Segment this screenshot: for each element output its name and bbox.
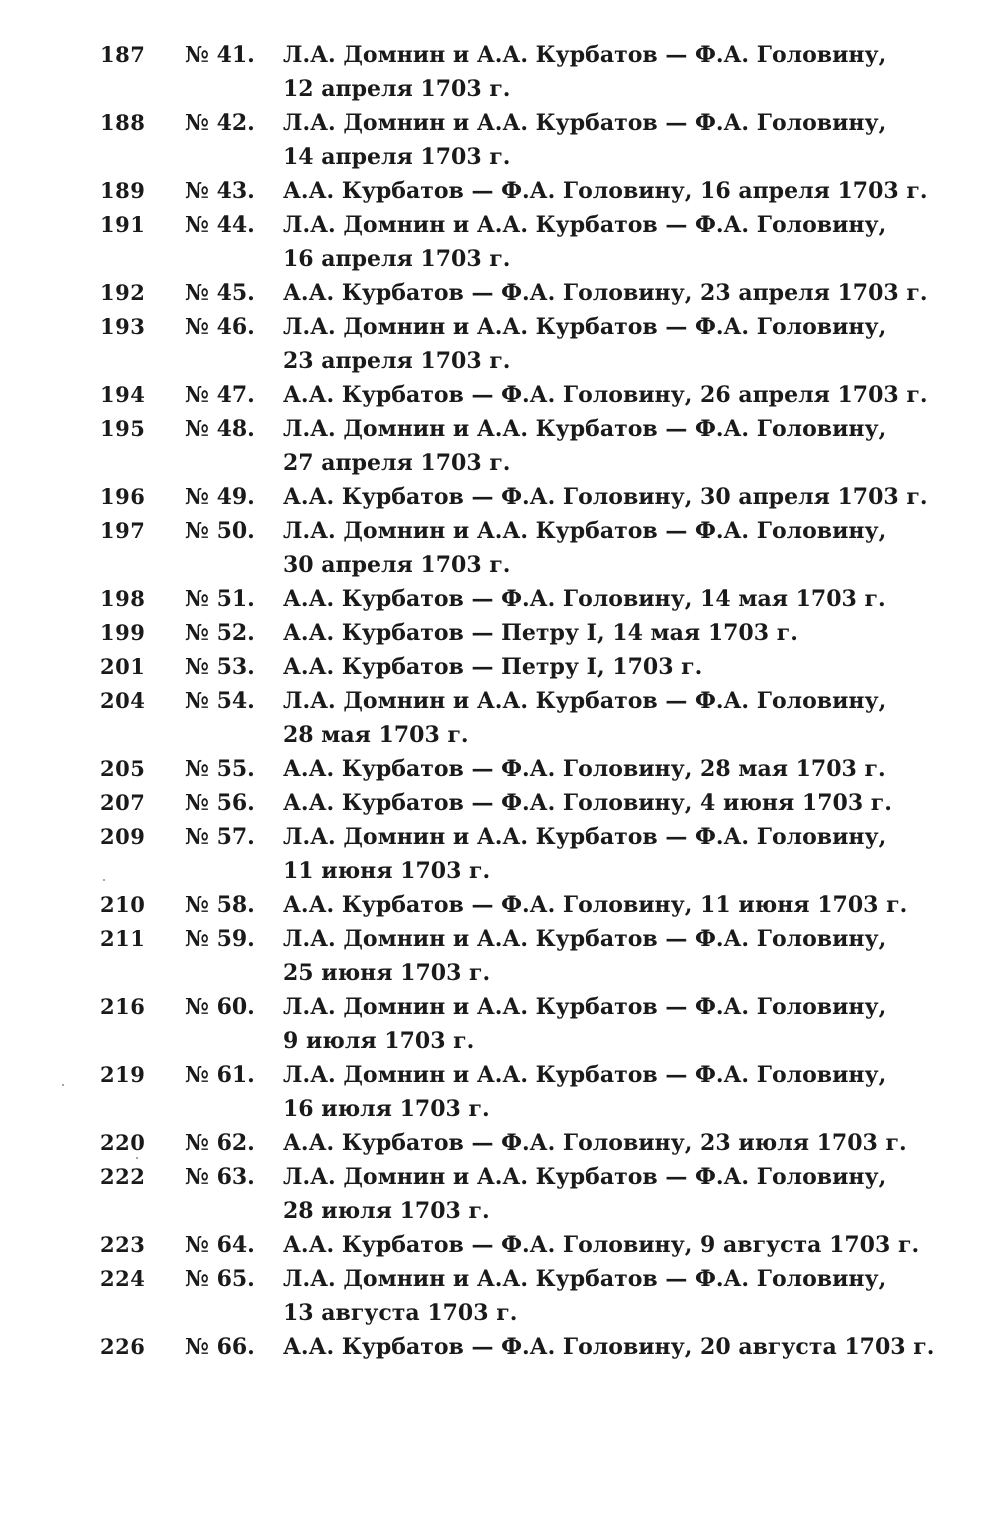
entry-title-line: 11 июня 1703 г. [283,858,491,884]
entry-title-line: А.А. Курбатов — Петру I, 1703 г. [283,654,703,680]
entry-title-line: А.А. Курбатов — Ф.А. Головину, 23 июля 1703 г. [283,1130,907,1156]
list-item [0,922,1000,990]
entry-title-line: А.А. Курбатов — Ф.А. Головину, 11 июня 1703 г. [283,892,908,918]
entry-title [283,684,887,752]
page-number: 192 [100,280,146,305]
entry-title [283,820,887,888]
page-number: 220 [100,1130,146,1155]
list-item [0,684,1000,752]
entry-title [283,310,887,378]
entry-title-line: Л.А. Домнин и А.А. Курбатов — Ф.А. Головину, [283,926,887,952]
entry-title [283,1262,887,1330]
entry-title-line: А.А. Курбатов — Ф.А. Головину, 26 апреля 1703 г. [283,382,928,408]
document-number: № 44. [185,212,255,238]
list-item [0,378,1000,412]
page-number: 219 [100,1062,146,1087]
document-number: № 51. [185,586,255,612]
entry-title [283,582,886,616]
entry-title [283,106,887,174]
document-number: № 62. [185,1130,255,1156]
list-item [0,1330,1000,1364]
entry-title [283,480,928,514]
print-speck [103,879,105,881]
entry-title [283,1160,887,1228]
entry-title-line: Л.А. Домнин и А.А. Курбатов — Ф.А. Головину, [283,688,887,714]
list-item [0,820,1000,888]
document-number: № 53. [185,654,255,680]
entry-title-line: Л.А. Домнин и А.А. Курбатов — Ф.А. Головину, [283,518,887,544]
entry-title [283,1058,887,1126]
page-number: 224 [100,1266,146,1291]
entry-title-line: А.А. Курбатов — Ф.А. Головину, 28 мая 1703 г. [283,756,886,782]
print-speck [136,1157,138,1159]
page-number: 211 [100,926,146,951]
document-number: № 48. [185,416,255,442]
document-number: № 52. [185,620,255,646]
entry-title-line: А.А. Курбатов — Ф.А. Головину, 23 апреля 1703 г. [283,280,928,306]
entry-title-line: 28 мая 1703 г. [283,722,469,748]
entry-title-line: А.А. Курбатов — Ф.А. Головину, 9 августа 1703 г. [283,1232,920,1258]
page-number: 199 [100,620,146,645]
document-number: № 54. [185,688,255,714]
entry-title-line: Л.А. Домнин и А.А. Курбатов — Ф.А. Головину, [283,994,887,1020]
entry-title [283,990,887,1058]
page-number: 222 [100,1164,146,1189]
list-item [0,990,1000,1058]
page-number: 210 [100,892,146,917]
entry-title-line: А.А. Курбатов — Петру I, 14 мая 1703 г. [283,620,798,646]
page-number: 193 [100,314,146,339]
page-number: 195 [100,416,146,441]
entry-title-line: Л.А. Домнин и А.А. Курбатов — Ф.А. Головину, [283,314,887,340]
entry-title [283,412,887,480]
entry-title [283,174,928,208]
entry-title-line: Л.А. Домнин и А.А. Курбатов — Ф.А. Головину, [283,1062,887,1088]
page-number: 201 [100,654,146,679]
list-item [0,276,1000,310]
document-number: № 65. [185,1266,255,1292]
document-number: № 57. [185,824,255,850]
entry-title-line: А.А. Курбатов — Ф.А. Головину, 14 мая 1703 г. [283,586,886,612]
document-number: № 43. [185,178,255,204]
document-number: № 41. [185,42,255,68]
entry-title-line: Л.А. Домнин и А.А. Курбатов — Ф.А. Головину, [283,1266,887,1292]
page-number: 196 [100,484,146,509]
entry-title-line: Л.А. Домнин и А.А. Курбатов — Ф.А. Головину, [283,1164,887,1190]
list-item [0,650,1000,684]
entry-title-line: Л.А. Домнин и А.А. Курбатов — Ф.А. Головину, [283,212,887,238]
entry-title-line: Л.А. Домнин и А.А. Курбатов — Ф.А. Головину, [283,416,887,442]
entry-title [283,514,887,582]
entry-title-line: Л.А. Домнин и А.А. Курбатов — Ф.А. Головину, [283,42,887,68]
list-item [0,888,1000,922]
entry-title [283,276,928,310]
entry-title-line: 27 апреля 1703 г. [283,450,511,476]
entry-title [283,616,883,650]
page-number: 188 [100,110,146,135]
entry-title-line: 30 апреля 1703 г. [283,552,511,578]
page-number: 226 [100,1334,146,1359]
list-item [0,412,1000,480]
list-item [0,38,1000,106]
entry-title [283,786,892,820]
page-number: 187 [100,42,146,67]
entry-title [283,650,883,684]
document-number: № 55. [185,756,255,782]
entry-title [283,1126,907,1160]
document-number: № 56. [185,790,255,816]
page-number: 197 [100,518,146,543]
list-item [0,480,1000,514]
entry-title-line: 16 апреля 1703 г. [283,246,511,272]
table-of-contents [0,38,1000,1364]
entry-title-line: 23 апреля 1703 г. [283,348,511,374]
entry-title [283,888,908,922]
list-item [0,310,1000,378]
entry-title-line: 14 апреля 1703 г. [283,144,511,170]
document-number: № 42. [185,110,255,136]
document-number: № 66. [185,1334,255,1360]
print-speck [62,1084,64,1086]
page-number: 207 [100,790,146,815]
page-number: 205 [100,756,146,781]
entry-title-line: 12 апреля 1703 г. [283,76,511,102]
entry-title [283,208,887,276]
page-number: 189 [100,178,146,203]
entry-title [283,752,886,786]
entry-title-line: 13 августа 1703 г. [283,1300,518,1326]
entry-title-line: 28 июля 1703 г. [283,1198,490,1224]
document-number: № 63. [185,1164,255,1190]
list-item [0,1228,1000,1262]
entry-title [283,1330,935,1364]
page-number: 191 [100,212,146,237]
list-item [0,106,1000,174]
document-number: № 49. [185,484,255,510]
document-number: № 64. [185,1232,255,1258]
list-item [0,752,1000,786]
page-number: 223 [100,1232,146,1257]
page-number: 204 [100,688,146,713]
document-number: № 61. [185,1062,255,1088]
list-item [0,582,1000,616]
document-number: № 45. [185,280,255,306]
entry-title-line: А.А. Курбатов — Ф.А. Головину, 4 июня 1703 г. [283,790,892,816]
page-number: 209 [100,824,146,849]
entry-title [283,922,887,990]
list-item [0,208,1000,276]
document-number: № 60. [185,994,255,1020]
list-item [0,174,1000,208]
list-item [0,616,1000,650]
entry-title-line: Л.А. Домнин и А.А. Курбатов — Ф.А. Головину, [283,824,887,850]
document-number: № 50. [185,518,255,544]
list-item [0,1058,1000,1126]
document-number: № 58. [185,892,255,918]
entry-title [283,1228,920,1262]
entry-title-line: А.А. Курбатов — Ф.А. Головину, 30 апреля 1703 г. [283,484,928,510]
entry-title-line: А.А. Курбатов — Ф.А. Головину, 20 августа 1703 г. [283,1334,935,1360]
page-number: 194 [100,382,146,407]
entry-title-line: 16 июля 1703 г. [283,1096,490,1122]
list-item [0,1160,1000,1228]
entry-title [283,38,887,106]
entry-title-line: 25 июня 1703 г. [283,960,491,986]
document-number: № 46. [185,314,255,340]
entry-title-line: Л.А. Домнин и А.А. Курбатов — Ф.А. Головину, [283,110,887,136]
entry-title [283,378,928,412]
list-item [0,1126,1000,1160]
page-number: 198 [100,586,146,611]
list-item [0,514,1000,582]
document-number: № 59. [185,926,255,952]
list-item [0,786,1000,820]
entry-title-line: А.А. Курбатов — Ф.А. Головину, 16 апреля 1703 г. [283,178,928,204]
list-item [0,1262,1000,1330]
document-number: № 47. [185,382,255,408]
page-number: 216 [100,994,146,1019]
entry-title-line: 9 июля 1703 г. [283,1028,475,1054]
